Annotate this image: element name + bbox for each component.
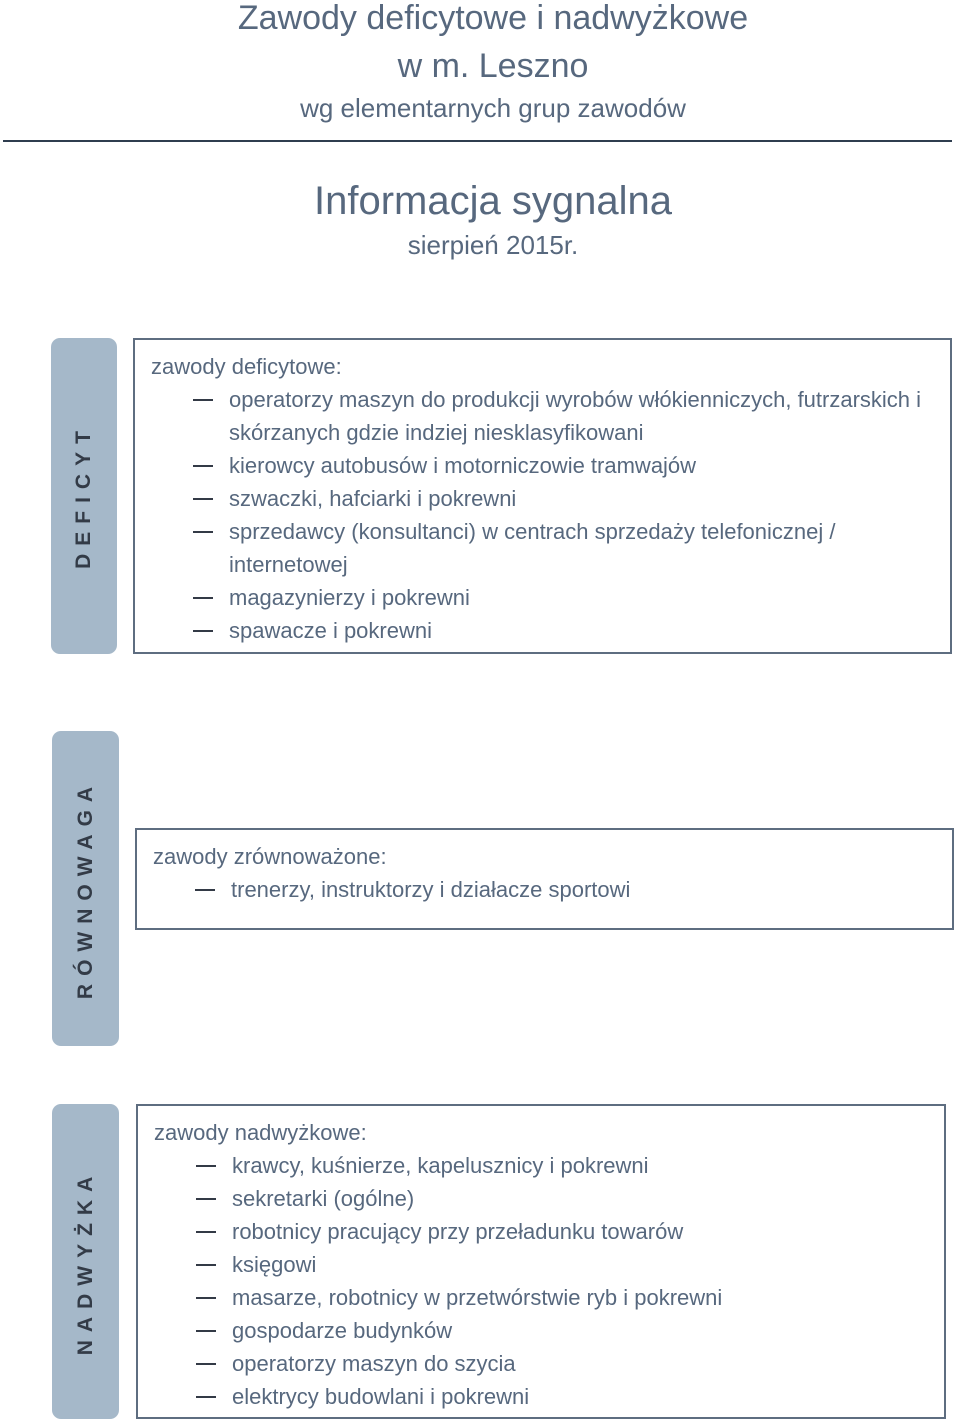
list-item: krawcy, kuśnierze, kapelusznicy i pokrewni	[154, 1149, 934, 1182]
list-item: sprzedawcy (konsultanci) w centrach sprzedaży telefonicznej / internetowej	[151, 515, 940, 581]
list-item: operatorzy maszyn do produkcji wyrobów włókienniczych, futrzarskich i skórzanych gdzie indziej niesklasyfikowani	[151, 383, 940, 449]
list-item: elektrycy budowlani i pokrewni	[154, 1380, 934, 1413]
balance-tab	[52, 731, 119, 1046]
surplus-box	[136, 1104, 946, 1419]
list-item: gospodarze budynków	[154, 1314, 934, 1347]
balance-heading: zawody zrównoważone:	[153, 844, 387, 869]
deficit-box	[133, 338, 952, 654]
surplus-tab	[52, 1104, 119, 1419]
header-divider	[3, 140, 952, 142]
surplus-list	[154, 1149, 934, 1413]
list-item: operatorzy maszyn do szycia	[154, 1347, 934, 1380]
list-item: sekretarki (ogólne)	[154, 1182, 934, 1215]
list-item: spawacze i pokrewni	[151, 614, 940, 647]
balance-list	[153, 873, 942, 906]
list-item: magazynierzy i pokrewni	[151, 581, 940, 614]
info-date: sierpień 2015r.	[407, 230, 579, 260]
document-title-location: w m. Leszno	[397, 47, 589, 85]
list-item: masarze, robotnicy w przetwórstwie ryb i pokrewni	[154, 1281, 934, 1314]
list-item: kierowcy autobusów i motorniczowie tramwajów	[151, 449, 940, 482]
surplus-tab-label: NADWYŻKA	[73, 1168, 97, 1355]
list-item: księgowi	[154, 1248, 934, 1281]
deficit-tab-label: DEFICYT	[72, 423, 95, 569]
info-heading: Informacja sygnalna	[314, 179, 672, 223]
list-item: robotnicy pracujący przy przeładunku towarów	[154, 1215, 934, 1248]
deficit-tab	[51, 338, 117, 654]
list-item: szwaczki, hafciarki i pokrewni	[151, 482, 940, 515]
deficit-heading: zawody deficytowe:	[151, 354, 342, 379]
surplus-heading: zawody nadwyżkowe:	[154, 1120, 367, 1145]
document-title: Zawody deficytowe i nadwyżkowe	[237, 0, 749, 37]
list-item: trenerzy, instruktorzy i działacze sportowi	[153, 873, 942, 906]
balance-tab-label: RÓWNOWAGA	[73, 778, 97, 999]
deficit-list	[151, 383, 940, 647]
document-subtitle: wg elementarnych grup zawodów	[300, 93, 686, 123]
balance-box	[135, 828, 954, 930]
